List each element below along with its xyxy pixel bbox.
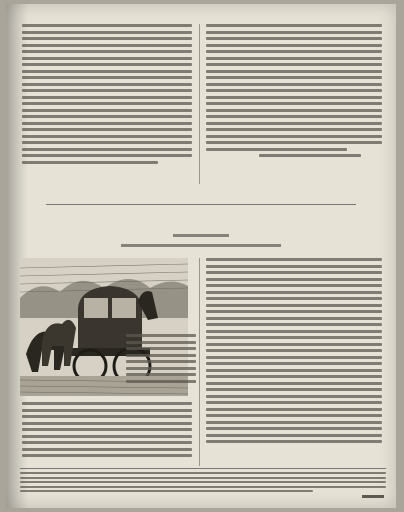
footnote-rule	[20, 468, 386, 469]
lower-right-column	[206, 258, 382, 447]
upper-column-divider	[199, 24, 200, 184]
section-rule	[46, 204, 356, 205]
article-title	[6, 214, 396, 230]
upper-right-column	[206, 24, 382, 194]
footnote	[20, 472, 386, 495]
page-number	[6, 8, 396, 18]
lower-column-divider	[199, 258, 200, 466]
book-page	[6, 4, 396, 508]
article-subtitle	[6, 234, 396, 242]
upper-left-column	[22, 24, 192, 194]
signature-mark	[362, 495, 384, 498]
engraving-side-text	[126, 334, 196, 386]
article-byline	[6, 244, 396, 252]
lower-left-column	[22, 402, 192, 461]
